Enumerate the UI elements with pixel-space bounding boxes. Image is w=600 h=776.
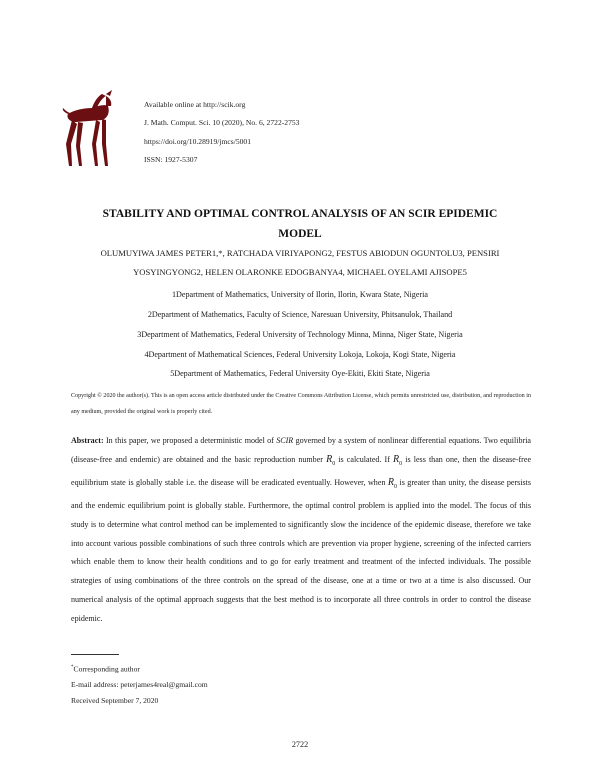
footnotes: [71, 660, 208, 708]
affiliation-3: 3Department of Mathematics, Federal University of Technology Minna, Minna, Niger State, Nigeria: [137, 330, 463, 339]
abstract-text-4: is less than one, then the disease-free equilibrium state is globally stable i.e. the disease will be eradicated eventually. However, when: [71, 454, 532, 487]
reproduction-number-symbol: $R_0$: [387, 476, 398, 490]
corresponding-author-note: *Corresponding author: [71, 664, 140, 674]
available-online-text: Available online at http://scik.org: [144, 100, 246, 109]
paper-title-line-1: STABILITY AND OPTIMAL CONTROL ANALYSIS OF AN SCIR EPIDEMIC: [102, 208, 498, 220]
received-date: Received September 7, 2020: [71, 695, 159, 705]
journal-logo-antelope-icon: [62, 88, 118, 168]
abstract-text-1: In this paper, we proposed a deterministic model of: [105, 436, 274, 445]
issn-text: ISSN: 1927-5307: [144, 155, 198, 165]
authors-line-1: OLUMUYIWA JAMES PETER1,*, RATCHADA VIRIYAPONG2, FESTUS ABIODUN OGUNTOLU3, PENSIRI: [100, 248, 500, 258]
affiliation-1: 1Department of Mathematics, University of Ilorin, Ilorin, Kwara State, Nigeria: [171, 290, 428, 299]
reproduction-number-symbol: $R_0$: [393, 453, 403, 467]
abstract-paragraph: [71, 432, 531, 629]
journal-citation: J. Math. Comput. Sci. 10 (2020), No. 6, 2722-2753: [144, 118, 300, 128]
abstract-model-name: SCIR: [276, 436, 294, 445]
abstract-text-2: governed by a system of nonlinear differential equations. Two equilibria (disease-free and endemic) are obtained and the basic reproduction number: [71, 436, 531, 464]
affiliation-5: 5Department of Mathematics, Federal University Oye-Ekiti, Ekiti State, Nigeria: [170, 369, 430, 378]
copyright-notice: Copyright © 2020 the author(s). This is an open access article distributed under the Creative Commons Attribution License, which permits unrestricted use, distribution, and reproduction in any medium, provided the original work is properly cited.: [71, 393, 531, 415]
authors-line-2: YOSYINGYONG2, HELEN OLARONKE EDOGBANYA4, MICHAEL OYELAMI AJISOPE5: [133, 267, 467, 277]
doi-link[interactable]: https://doi.org/10.28919/jmcs/5001: [144, 136, 252, 146]
affiliation-2: 2Department of Mathematics, Faculty of Science, Naresuan University, Phitsanulok, Thailand: [147, 310, 453, 319]
journal-meta: [144, 96, 299, 170]
footnote-divider: [71, 654, 119, 655]
page-number: 2722: [291, 740, 309, 749]
affiliation-4: 4Department of Mathematical Sciences, Federal University Lokoja, Lokoja, Kogi State, Nigeria: [144, 350, 456, 359]
abstract-text-3: is calculated. If: [338, 454, 390, 464]
paper-title-line-2: MODEL: [278, 228, 322, 240]
abstract-text-5: is greater than unity, the disease persists and the endemic equilibrium point is globally stable. Furthermore, the optimal control problem is applied into the model. The focus of this study is to determine what control method can be implemented to significantly slow the incidence of the epidemic disease, therefore we take into account various possible combinations of such three controls which are prevention via proper hygiene, screening of the infected carriers which enable them to know their health conditions and to go for early treatment and treatment of the infected individuals. The possible strategies of using combinations of the three controls on the spread of the disease, one at a time or two at a time is also discussed. Our numerical analysis of the optimal approach suggests that the best method is to incorporate all three controls in order to control the disease epidemic.: [71, 477, 532, 624]
abstract-label: Abstract:: [71, 436, 104, 445]
reproduction-number-symbol: $R_0$: [326, 453, 336, 467]
email-address[interactable]: E-mail address: peterjames4real@gmail.com: [71, 680, 208, 690]
